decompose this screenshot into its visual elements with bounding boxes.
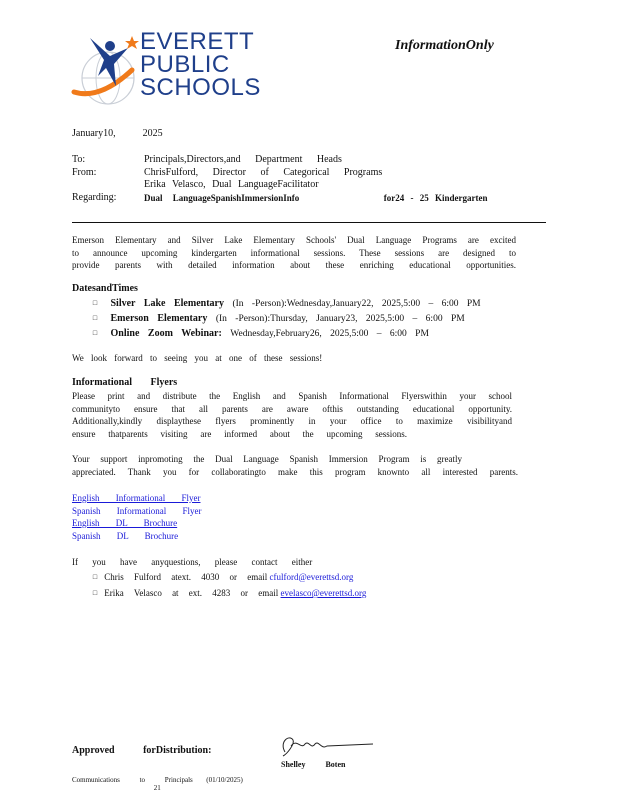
- logo-wordmark: [140, 30, 261, 99]
- event-name: Online Zoom Webinar:: [110, 328, 222, 339]
- flyers-heading: Informational Flyers: [72, 377, 178, 388]
- bullet-icon: □: [92, 314, 98, 322]
- event-item: [88, 296, 548, 311]
- bullet-icon: □: [92, 299, 98, 307]
- contact-intro: If you have anyquestions, please contact either: [72, 557, 313, 567]
- district-logo: [70, 28, 261, 110]
- from-label: From:: [72, 166, 97, 178]
- from-line-2: Erika Velasco, Dual LanguageFacilitator: [144, 179, 319, 190]
- english-flyer-link[interactable]: English Informational Flyer: [72, 493, 201, 503]
- bullet-icon: □: [92, 589, 98, 597]
- flyers-line: ensure thatparents visiting are informed about the upcoming sessions.: [72, 428, 407, 439]
- footer-left: Communications to Principals: [72, 776, 193, 784]
- event-detail: (In -Person):Wednesday,January22, 2025,5:00 – 6:00 PM: [232, 299, 481, 309]
- logo-line-3: SCHOOLS: [140, 74, 261, 101]
- english-brochure-link[interactable]: English DL Brochure: [72, 518, 178, 528]
- contact-list: [88, 569, 400, 601]
- spanish-flyer-link[interactable]: Spanish Informational Flyer: [72, 505, 202, 516]
- memo-date: [72, 128, 163, 141]
- to-value: Principals,Directors,and Department Heads: [144, 154, 342, 165]
- runner-icon: [70, 30, 142, 110]
- contact-item: [88, 585, 400, 601]
- footer-page-number: 21: [153, 784, 161, 792]
- event-item: [88, 326, 548, 341]
- event-name: Emerson Elementary: [110, 313, 208, 324]
- approved-label: Approved forDistribution:: [72, 745, 212, 756]
- date-day: January10,: [72, 128, 116, 139]
- contact-text: Chris Fulford atext. 4030 or email: [104, 572, 268, 582]
- support-line: Your support inpromoting the Dual Language Spanish Immersion Program is greatly: [72, 454, 462, 464]
- flyers-paragraph: [72, 390, 512, 440]
- dates-heading: DatesandTimes: [72, 283, 138, 294]
- header-divider: [72, 222, 546, 223]
- resource-links: [72, 492, 201, 542]
- flyers-line: Additionally,kindly displaythese flyers prominently in your office to maximize visibilityand: [72, 416, 512, 426]
- spanish-brochure-link[interactable]: Spanish DL Brochure: [72, 530, 179, 541]
- footer: [72, 776, 322, 792]
- date-year: 2025: [142, 128, 163, 139]
- support-line: appreciated. Thank you for collaboratingto make this program knownto all interested parents.: [72, 466, 518, 477]
- regarding-value: Dual LanguageSpanishImmersionInfo for24 - 25 Kindergarten: [144, 192, 488, 203]
- intro-paragraph: [72, 234, 516, 272]
- footer-date: (01/10/2025): [206, 776, 243, 784]
- intro-line: provide parents with detailed information about these enriching educational opportunities.: [72, 260, 516, 270]
- contact-email-link[interactable]: cfulford@everettsd.org: [269, 572, 354, 582]
- from-line-1: ChrisFulford, Director of Categorical Programs: [144, 166, 383, 178]
- information-only-note: InformationOnly: [395, 38, 494, 53]
- flyers-line: communityto ensure that all parents are aware ofthis outstanding educational opportunity.: [72, 403, 512, 414]
- bullet-icon: □: [92, 573, 98, 581]
- to-label: To:: [72, 154, 86, 165]
- signature-icon: [275, 732, 375, 760]
- contact-item: [88, 569, 400, 585]
- intro-line: to announce upcoming kindergarten informational sessions. These sessions are designed to: [72, 247, 516, 258]
- event-name: Silver Lake Elementary: [110, 298, 224, 309]
- contact-text: Erika Velasco at ext. 4283 or email: [104, 588, 279, 598]
- support-paragraph: [72, 453, 518, 478]
- event-detail: (In -Person):Thursday, January23, 2025,5:00 – 6:00 PM: [215, 314, 465, 324]
- intro-line: Emerson Elementary and Silver Lake Elementary Schools' Dual Language Programs are excited: [72, 235, 516, 245]
- logo-line-1: EVERETT: [140, 28, 255, 55]
- regarding-label: Regarding:: [72, 191, 117, 203]
- bullet-icon: □: [92, 329, 98, 337]
- flyers-line: Please print and distribute the English and Spanish Informational Flyerswithin your school: [72, 391, 512, 401]
- memo-header: [72, 154, 488, 204]
- signer-name: Shelley Boten: [281, 760, 346, 769]
- logo-line-2: PUBLIC: [140, 51, 230, 78]
- event-item: [88, 311, 548, 326]
- look-forward-text: We look forward to seeing you at one of these sessions!: [72, 353, 323, 363]
- contact-email-link[interactable]: evelasco@everettsd.org: [280, 588, 367, 598]
- event-list: [88, 296, 548, 341]
- event-detail: Wednesday,February26, 2025,5:00 – 6:00 PM: [230, 329, 429, 339]
